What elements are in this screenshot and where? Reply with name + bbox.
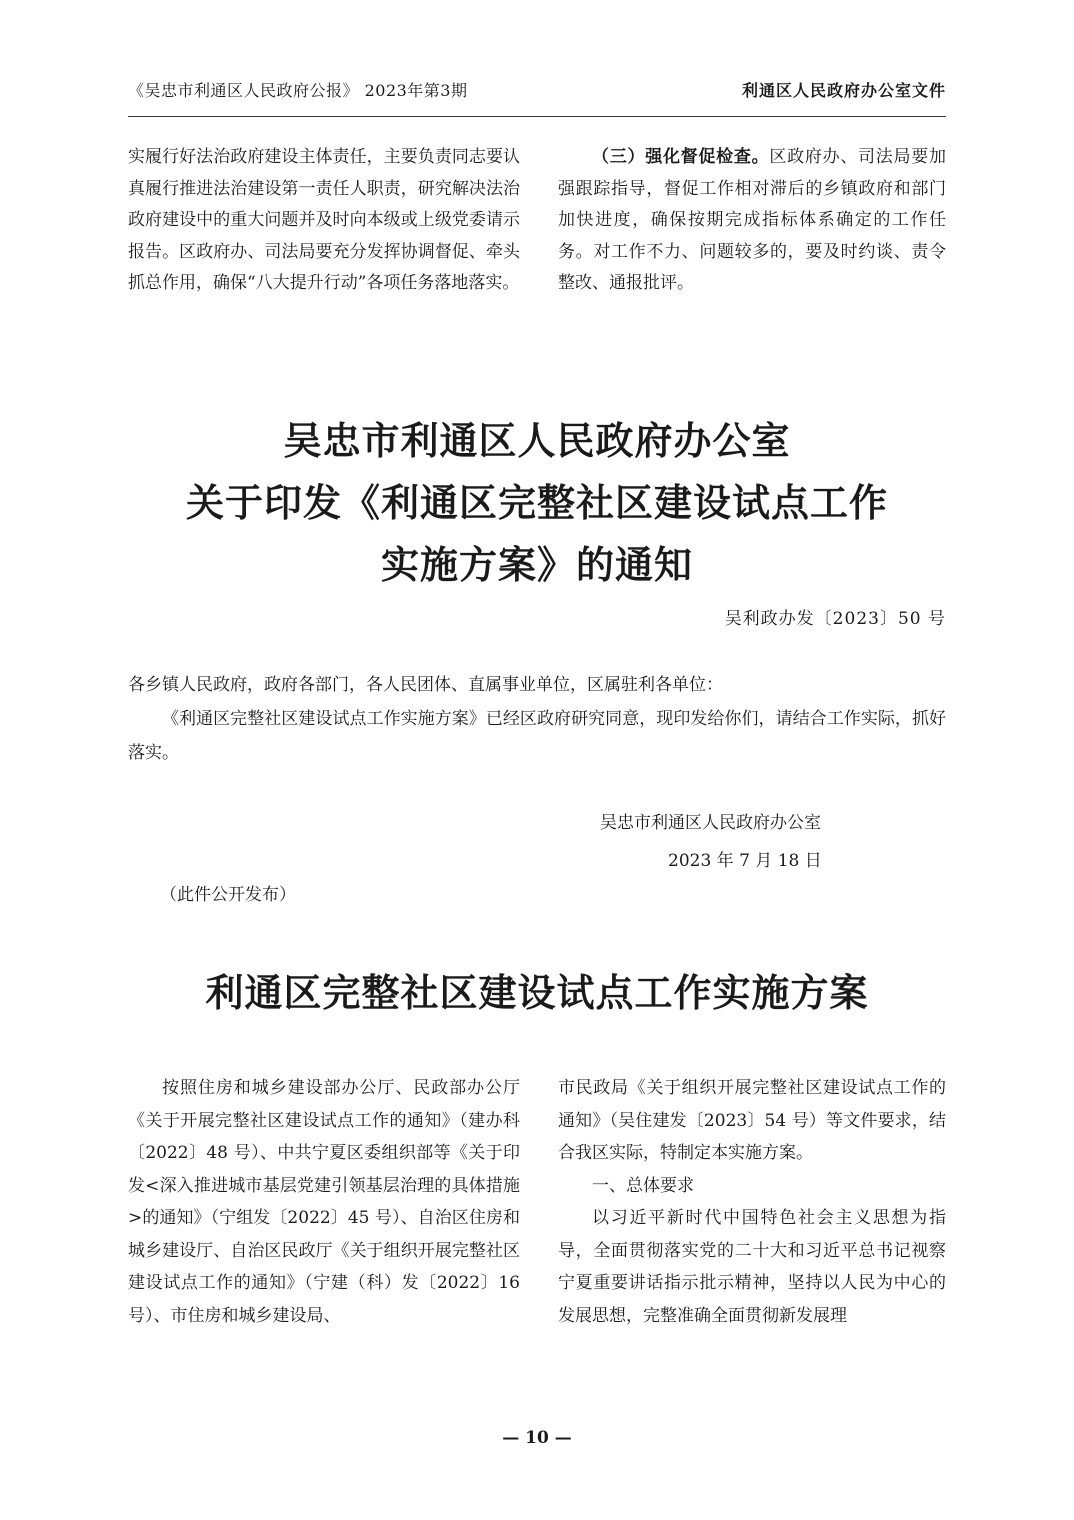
notice-body-text: 《利通区完整社区建设试点工作实施方案》已经区政府研究同意，现印发给你们，请结合工作实际，抓好落实。	[128, 709, 946, 763]
notice-title-line-2: 关于印发《利通区完整社区建设试点工作	[185, 480, 888, 525]
supervision-text: 区政府办、司法局要加强跟踪指导，督促工作相对滞后的乡镇政府和部门加快进度，确保按期完成指标体系确定的工作任务。对工作不力、问题较多的，要及时约谈、责令整改、通报批评。	[558, 147, 947, 293]
top-right-column	[558, 142, 946, 300]
document-category: 利通区人民政府办公室文件	[741, 81, 946, 100]
top-left-column	[128, 142, 520, 300]
continued-paragraph: 实履行好法治政府建设主体责任，主要负责同志要认真履行推进法治建设第一责任人职责，研究解决法治政府建设中的重大问题并及时向本级或上级党委请示报告。区政府办、司法局要充分发挥协调督促、牵头抓总作用，确保“八大提升行动”各项任务落地落实。	[128, 147, 520, 293]
notice-body	[128, 668, 946, 770]
plan-right-column	[558, 1072, 946, 1332]
notice-title	[100, 410, 974, 596]
supervision-heading: （三）强化督促检查。	[592, 147, 770, 167]
section-heading-general-requirements: 一、总体要求	[592, 1175, 694, 1196]
plan-title: 利通区完整社区建设试点工作实施方案	[205, 970, 869, 1015]
notice-title-line-3: 实施方案》的通知	[380, 542, 693, 587]
notice-title-line-1: 吴忠市利通区人民政府办公室	[283, 418, 791, 463]
document-number: 吴利政办发〔2023〕50 号	[724, 609, 946, 629]
gazette-issue: 《吴忠市利通区人民政府公报》 2023年第3期	[128, 81, 468, 100]
publication-note: （此件公开发布）	[160, 885, 296, 905]
page-number: — 10 —	[502, 1428, 572, 1448]
header-divider	[128, 116, 946, 117]
supervision-paragraph	[558, 142, 946, 300]
plan-intro-continued: 市民政局《关于组织开展完整社区建设试点工作的通知》（吴住建发〔2023〕54 号）等文件要求，结合我区实际，特制定本实施方案。	[558, 1078, 946, 1163]
signature-date: 2023 年 7 月 18 日	[668, 851, 822, 871]
notice-salutation: 各乡镇人民政府，政府各部门，各人民团体、直属事业单位，区属驻利各单位：	[128, 675, 723, 695]
page-header	[128, 76, 946, 108]
plan-left-column	[128, 1072, 520, 1332]
signature-organization: 吴忠市利通区人民政府办公室	[600, 813, 821, 833]
plan-intro-paragraph: 按照住房和城乡建设部办公厅、民政部办公厅《关于开展完整社区建设试点工作的通知》（建办科〔2022〕48 号）、中共宁夏区委组织部等《关于印发<深入推进城市基层党建引领基层治理的具体措施>的通知》（宁组发〔2022〕45 号）、自治区住房和城乡建设厅、自治区民政厅《关于组织开展完整社区建设试点工作的通知》（宁建（科）发〔2022〕16 号）、市住房和城乡建设局、	[128, 1078, 520, 1326]
general-requirements-paragraph: 以习近平新时代中国特色社会主义思想为指导，全面贯彻落实党的二十大和习近平总书记视察宁夏重要讲话指示批示精神，坚持以人民为中心的发展思想，完整准确全面贯彻新发展理	[558, 1208, 946, 1326]
